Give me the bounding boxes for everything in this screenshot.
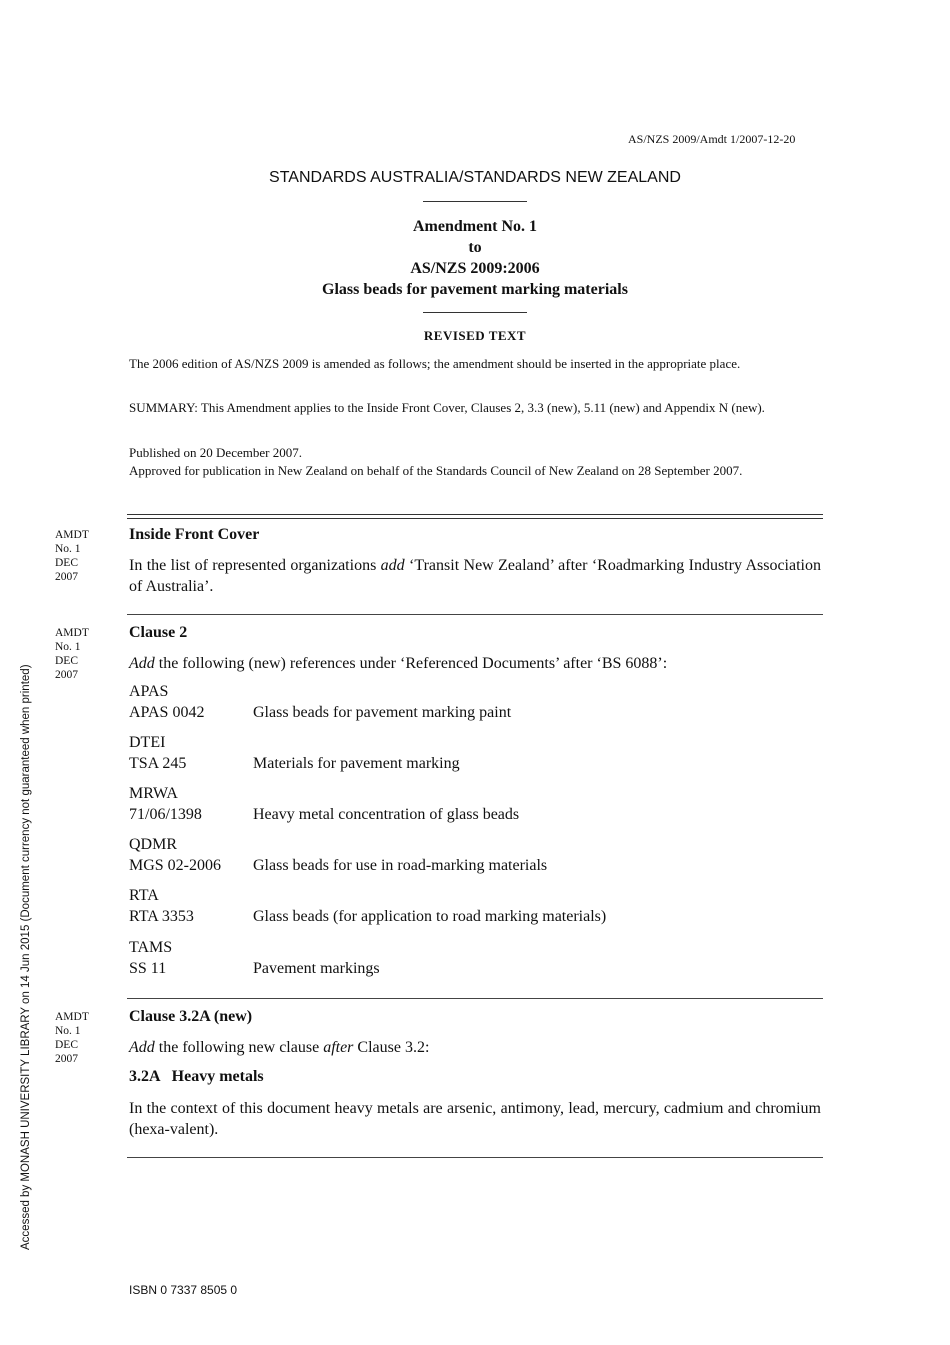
margin-note-line: AMDT	[55, 529, 89, 541]
reference-org: RTA	[129, 887, 159, 904]
reference-org: QDMR	[129, 836, 178, 853]
amendment-margin-note	[55, 1010, 89, 1066]
summary: SUMMARY: This Amendment applies to the Inside Front Cover, Clauses 2, 3.3 (new), 5.11 (new) and Appendix N (new).	[129, 400, 765, 415]
reference-title: Pavement markings	[253, 960, 380, 977]
title-line-4: Glass beads for pavement marking materials	[322, 281, 628, 298]
reference-code: SS 11	[129, 960, 167, 977]
margin-note-line: AMDT	[55, 627, 89, 639]
text-run: the following new clause	[154, 1039, 324, 1056]
section-3-text: In the context of this document heavy metals are arsenic, antimony, lead, mercury, cadmium and chromium (hexa-valent).	[129, 1100, 821, 1138]
document-reference: AS/NZS 2009/Amdt 1/2007-12-20	[628, 132, 796, 146]
margin-note-line: DEC	[55, 1039, 78, 1051]
reference-title: Heavy metal concentration of glass beads	[253, 806, 520, 823]
margin-note-line: AMDT	[55, 1011, 89, 1023]
clause-subheading: 3.2A Heavy metals	[129, 1068, 264, 1085]
section-2-intro	[129, 653, 821, 674]
title-line-1: Amendment No. 1	[413, 218, 537, 235]
reference-code: MGS 02-2006	[129, 857, 222, 874]
access-watermark: Accessed by MONASH UNIVERSITY LIBRARY on 14 Jun 2015 (Document currency not guaranteed when printed)	[20, 664, 32, 1250]
margin-note-line: DEC	[55, 655, 78, 667]
reference-code: APAS 0042	[129, 704, 205, 721]
section-divider	[127, 998, 823, 999]
text-run: Clause 3.2:	[353, 1039, 430, 1056]
section-1-text	[129, 555, 821, 597]
reference-code: TSA 245	[129, 755, 187, 772]
text-italic: add	[380, 557, 405, 574]
margin-note-line: 2007	[55, 1053, 78, 1065]
amendment-title	[0, 216, 950, 300]
text-italic: Add	[129, 655, 155, 672]
section-divider	[127, 514, 823, 519]
section-heading-clause-2: Clause 2	[129, 624, 188, 641]
text-run: the following (new) references under ‘Referenced Documents’ after ‘BS 6088’:	[154, 655, 668, 672]
amendment-note: The 2006 edition of AS/NZS 2009 is amended as follows; the amendment should be inserted in the appropriate place.	[129, 356, 741, 371]
amendment-margin-note	[55, 528, 89, 584]
title-line-2: to	[468, 239, 482, 256]
organization-heading: STANDARDS AUSTRALIA/STANDARDS NEW ZEALAND	[269, 169, 681, 186]
amendment-margin-note	[55, 626, 89, 682]
section-3-intro	[129, 1037, 821, 1058]
reference-org: APAS	[129, 683, 169, 700]
approval-note: Approved for publication in New Zealand on behalf of the Standards Council of New Zealand on 28 September 2007.	[129, 463, 743, 478]
margin-note-line: No. 1	[55, 1025, 81, 1037]
margin-note-line: No. 1	[55, 641, 81, 653]
revised-text-label: REVISED TEXT	[423, 328, 527, 343]
reference-org: MRWA	[129, 785, 178, 802]
title-line-3: AS/NZS 2009:2006	[410, 260, 540, 277]
margin-note-line: No. 1	[55, 543, 81, 555]
text-italic: Add	[129, 1039, 155, 1056]
divider	[423, 312, 527, 313]
reference-code: 71/06/1398	[129, 806, 202, 823]
reference-title: Materials for pavement marking	[253, 755, 460, 772]
isbn: ISBN 0 7337 8505 0	[129, 1283, 238, 1297]
divider	[423, 201, 527, 202]
published-date: Published on 20 December 2007.	[129, 445, 302, 460]
section-heading-inside-front-cover: Inside Front Cover	[129, 526, 260, 543]
section-divider	[127, 614, 823, 615]
margin-note-line: DEC	[55, 557, 78, 569]
text-italic: after	[323, 1039, 354, 1056]
reference-title: Glass beads for use in road-marking materials	[253, 857, 548, 874]
reference-org: TAMS	[129, 939, 173, 956]
margin-note-line: 2007	[55, 669, 78, 681]
margin-note-line: 2007	[55, 571, 78, 583]
section-divider	[127, 1157, 823, 1158]
reference-org: DTEI	[129, 734, 166, 751]
reference-title: Glass beads for pavement marking paint	[253, 704, 512, 721]
reference-code: RTA 3353	[129, 908, 194, 925]
text-run: In the list of represented organizations	[129, 557, 381, 574]
text-run: ‘Transit New Zealand’ after ‘Roadmarking Industry Association of Australia’.	[129, 557, 821, 595]
reference-title: Glass beads (for application to road marking materials)	[253, 908, 607, 925]
section-heading-clause-3-2a: Clause 3.2A (new)	[129, 1008, 253, 1025]
